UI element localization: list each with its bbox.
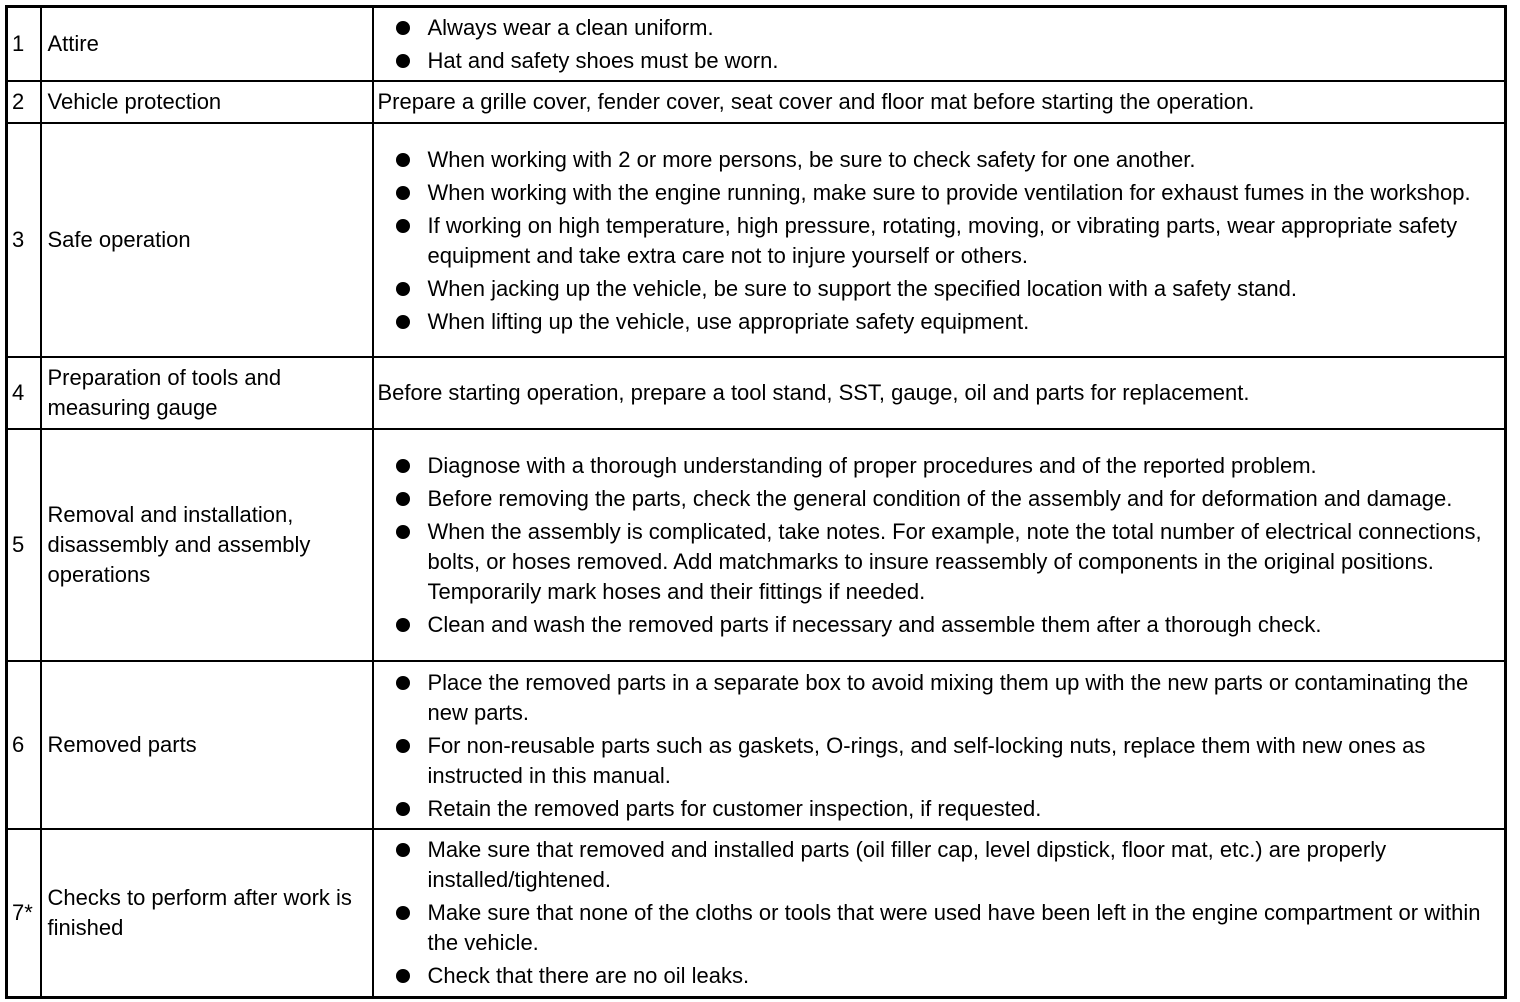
- list-item-text: Diagnose with a thorough understanding of proper procedures and of the reported problem.: [427, 453, 1317, 478]
- bullet-icon: [396, 186, 410, 200]
- list-item: [378, 961, 1495, 991]
- list-item: [378, 46, 1495, 76]
- table-row: [7, 357, 1506, 429]
- table-row: [7, 429, 1506, 661]
- row-details: [373, 7, 1506, 82]
- list-item: [378, 610, 1495, 640]
- row-details: [373, 357, 1506, 429]
- row-details-text: Before starting operation, prepare a tool stand, SST, gauge, oil and parts for replacement.: [377, 380, 1250, 405]
- row-item: Safe operation: [41, 123, 373, 357]
- list-item-text: When working with the engine running, make sure to provide ventilation for exhaust fumes in the workshop.: [427, 179, 1471, 205]
- row-number: 3: [7, 123, 41, 357]
- list-item-text: When jacking up the vehicle, be sure to support the specified location with a safety stand.: [427, 275, 1298, 301]
- row-details: [373, 429, 1506, 661]
- row-item: Preparation of tools and measuring gauge: [41, 357, 373, 429]
- bullet-icon: [396, 153, 410, 167]
- bullet-list: [378, 145, 1495, 337]
- bullet-icon: [396, 618, 410, 632]
- list-item: [378, 451, 1495, 481]
- list-item-text: Always wear a clean uniform.: [427, 15, 714, 40]
- row-item: Removed parts: [41, 661, 373, 829]
- table-row: [7, 829, 1506, 997]
- bullet-icon: [396, 54, 410, 68]
- list-item: [378, 835, 1495, 895]
- bullet-icon: [396, 282, 410, 296]
- row-number: 1: [7, 7, 41, 82]
- list-item: [378, 211, 1495, 271]
- bullet-list: [378, 451, 1495, 640]
- row-item: Vehicle protection: [41, 81, 373, 123]
- list-item-text: Place the removed parts in a separate box to avoid mixing them up with the new parts or contaminating the new parts.: [427, 669, 1469, 725]
- list-item-text: Check that there are no oil leaks.: [427, 963, 750, 989]
- row-item: Attire: [41, 7, 373, 82]
- bullet-list: [378, 835, 1495, 991]
- row-number: 2: [7, 81, 41, 123]
- row-number: 5: [7, 429, 41, 661]
- row-item: Checks to perform after work is finished: [41, 829, 373, 997]
- bullet-icon: [396, 843, 410, 857]
- bullet-icon: [396, 969, 410, 983]
- table-row: [7, 7, 1506, 82]
- list-item-text: Hat and safety shoes must be worn.: [427, 48, 779, 73]
- bullet-icon: [396, 739, 410, 753]
- bullet-icon: [396, 219, 410, 233]
- list-item: [378, 484, 1495, 514]
- work-precautions-table: [5, 5, 1507, 999]
- row-number: 6: [7, 661, 41, 829]
- list-item-text: Retain the removed parts for customer inspection, if requested.: [427, 795, 1042, 821]
- list-item-text: Make sure that none of the cloths or tools that were used have been left in the engine compartment or within the vehicle.: [427, 900, 1481, 956]
- list-item: [378, 731, 1495, 791]
- list-item: [378, 178, 1495, 208]
- list-item-text: If working on high temperature, high pressure, rotating, moving, or vibrating parts, wear appropriate safety equipment and take extra care not to injure yourself or others.: [427, 212, 1458, 268]
- list-item: [378, 274, 1495, 304]
- row-details: [373, 123, 1506, 357]
- row-details: [373, 661, 1506, 829]
- list-item-text: Clean and wash the removed parts if necessary and assemble them after a thorough check.: [427, 612, 1322, 637]
- list-item-text: Make sure that removed and installed parts (oil filler cap, level dipstick, floor mat, etc.) are properly installed/tightened.: [427, 837, 1387, 893]
- bullet-icon: [396, 492, 410, 506]
- row-details: [373, 829, 1506, 997]
- list-item: [378, 307, 1495, 337]
- row-details-text: Prepare a grille cover, fender cover, seat cover and floor mat before starting the operation.: [377, 89, 1255, 114]
- list-item-text: When the assembly is complicated, take notes. For example, note the total number of electrical connections, bolts, or hoses removed. Add matchmarks to insure reassembly of components in the original positions. Temporarily mark hoses and their fittings if needed.: [427, 519, 1482, 604]
- table-row: [7, 123, 1506, 357]
- list-item-text: When lifting up the vehicle, use appropriate safety equipment.: [427, 308, 1030, 334]
- list-item-text: When working with 2 or more persons, be sure to check safety for one another.: [427, 146, 1196, 172]
- list-item: [378, 898, 1495, 958]
- list-item-text: Before removing the parts, check the general condition of the assembly and for deformation and damage.: [427, 486, 1453, 511]
- bullet-list: [378, 13, 1495, 76]
- row-details: [373, 81, 1506, 123]
- bullet-icon: [396, 315, 410, 329]
- table-row: [7, 81, 1506, 123]
- bullet-icon: [396, 676, 410, 690]
- bullet-icon: [396, 525, 410, 539]
- list-item: [378, 13, 1495, 43]
- row-number: 7*: [7, 829, 41, 997]
- list-item: [378, 794, 1495, 824]
- list-item: [378, 517, 1495, 607]
- row-item: Removal and installation, disassembly and assembly operations: [41, 429, 373, 661]
- row-number: 4: [7, 357, 41, 429]
- list-item: [378, 145, 1495, 175]
- table-row: [7, 661, 1506, 829]
- list-item: [378, 668, 1495, 728]
- bullet-list: [378, 668, 1495, 824]
- bullet-icon: [396, 459, 410, 473]
- bullet-icon: [396, 802, 410, 816]
- list-item-text: For non-reusable parts such as gaskets, O-rings, and self-locking nuts, replace them with new ones as instructed in this manual.: [427, 732, 1426, 788]
- bullet-icon: [396, 21, 410, 35]
- bullet-icon: [396, 906, 410, 920]
